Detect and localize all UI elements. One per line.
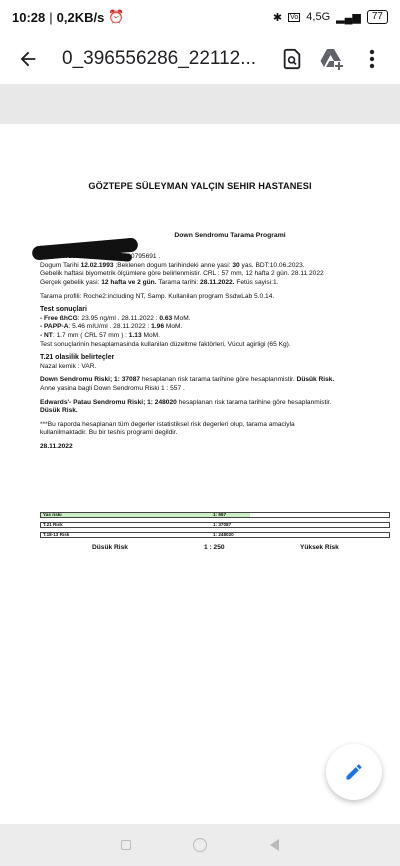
disclaimer-line-1: ***Bu raporda hesaplanan tüm degerler istatistiksel risk degerleri olup, tarama amaciyla (40, 420, 295, 428)
clock: 10:28 (12, 9, 46, 25)
pencil-icon (344, 762, 364, 782)
document-page (0, 124, 400, 824)
bluetooth-icon: ✱ (272, 11, 283, 24)
screening-profile: Tarama profili: Roche2:including NT, Samp. Kullanilan program SsdwLab 5.0.14. (40, 292, 275, 300)
test-nt: - NT: 1.7 mm ( CRL 57 mm ) : 1.13 MoM. (40, 331, 160, 339)
birth-info: Dogum Tarihi 12.02.1993 ;Beklenen dogum tarihindeki anne yasi: 30 yas. BDT:10.06.2023. (40, 261, 305, 269)
back-button[interactable] (8, 39, 48, 79)
risk-bar-chart (40, 512, 390, 542)
risk-bar-label: T.21 Risk (43, 522, 63, 527)
correction-factors: Test sonuçlarinin hesaplamasinda kullanilan düzeltme faktörleri, Vücut agirligi (65 Kg). (40, 340, 291, 348)
more-options-button[interactable] (352, 39, 392, 79)
risk-bar-value: 1: 248020 (213, 532, 234, 537)
more-vert-icon (369, 49, 375, 69)
report-body (40, 232, 380, 451)
patient-id: ID-No: 10251 - Hastane No: 210795691 . (40, 253, 161, 261)
scale-high-label: Yüksek Risk (300, 544, 339, 551)
nasal-bone: Nazal kemik : VAR. (40, 362, 97, 370)
test-papp-a: - PAPP-A: 5.46 mIU/ml . 28.11.2022 : 1.96 MoM. (40, 323, 183, 331)
risk-bar (40, 532, 390, 538)
age-based-risk: Anne yasina bagli Down Sendromu Riski 1 : 557 . (40, 384, 185, 392)
drive-add-icon (319, 47, 345, 71)
disclaimer-line-2: kullanilmaktadir. Bu bir teshis programi degildir. (40, 429, 178, 437)
risk-bar (40, 512, 390, 518)
report-date: 28.11.2022 (40, 442, 73, 450)
status-bar: 10:28 | 0,2KB/s ⏰ ✱ Vo 4,5G ▂▄▆ 77 (0, 0, 400, 34)
risk-bar-value: 1: 557 (213, 512, 227, 517)
signal-icon: ▂▄▆ (336, 11, 361, 24)
network-type: 4,5G (306, 11, 331, 23)
file-title: 0_396556286_22112... (62, 48, 257, 69)
network-speed: 0,2KB/s (56, 9, 105, 25)
volte-icon: Vo (290, 13, 299, 21)
test-free-bhcg: - Free ßhCG: 23.95 ng/ml . 28.11.2022 : 0.63 MoM. (40, 314, 191, 322)
top-banner (0, 84, 400, 124)
patient-name: Hasta: KUBRA C... (40, 244, 96, 252)
down-syndrome-risk: Down Sendromu Riski; 1: 37087 hesaplanan risk tarama tarihine göre hesaplanmistir. Düsük Risk. (40, 376, 335, 384)
edit-button[interactable] (326, 744, 382, 800)
arrow-back-icon (17, 48, 39, 70)
system-back-button[interactable] (270, 839, 279, 851)
edwards-patau-result: Düsük Risk. (40, 407, 78, 415)
risk-bar-label: Yas riski (43, 512, 62, 517)
scale-low-label: Düsük Risk (92, 544, 128, 551)
system-nav-bar (0, 824, 400, 866)
home-button[interactable] (193, 838, 207, 852)
add-to-drive-button[interactable] (312, 39, 352, 79)
t21-markers-title: T.21 olasilik belirteçler (40, 354, 115, 362)
tests-title: Test sonuçlari (40, 306, 87, 314)
risk-bar (40, 522, 390, 528)
gestational-age: Gerçek gebelik yasi: 12 hafta ve 2 gün. Tarama tarihi: 28.11.2022. Fetüs sayisi:1. (40, 278, 279, 286)
battery-icon: 77 (367, 10, 388, 24)
risk-bar-label: T.18-13 Risk (43, 532, 70, 537)
alarm-icon: ⏰ (108, 9, 125, 24)
file-search-icon (281, 48, 303, 70)
gestation-info: Gebelik haftasi biyometrik ölçümlere göre belirlenmistir. CRL : 57 mm, 12 hafta 2 gün. 28.11.2022 (40, 270, 324, 278)
report-heading: Down Sendromu Tarama Programi (174, 232, 286, 239)
risk-bar-value: 1: 37087 (213, 522, 232, 527)
hospital-name: GÖZTEPE SÜLEYMAN YALÇIN SEHIR HASTANESI (88, 181, 312, 191)
scale-cutoff-label: 1 : 250 (204, 544, 225, 551)
find-in-file-button[interactable] (272, 39, 312, 79)
app-toolbar (0, 34, 400, 84)
edwards-patau-risk: Edwards'- Patau Sendromu Riski; 1: 248020 hesaplanan risk tarama tarihine göre hesaplanmistir. (40, 398, 332, 406)
recent-apps-button[interactable] (121, 840, 131, 850)
